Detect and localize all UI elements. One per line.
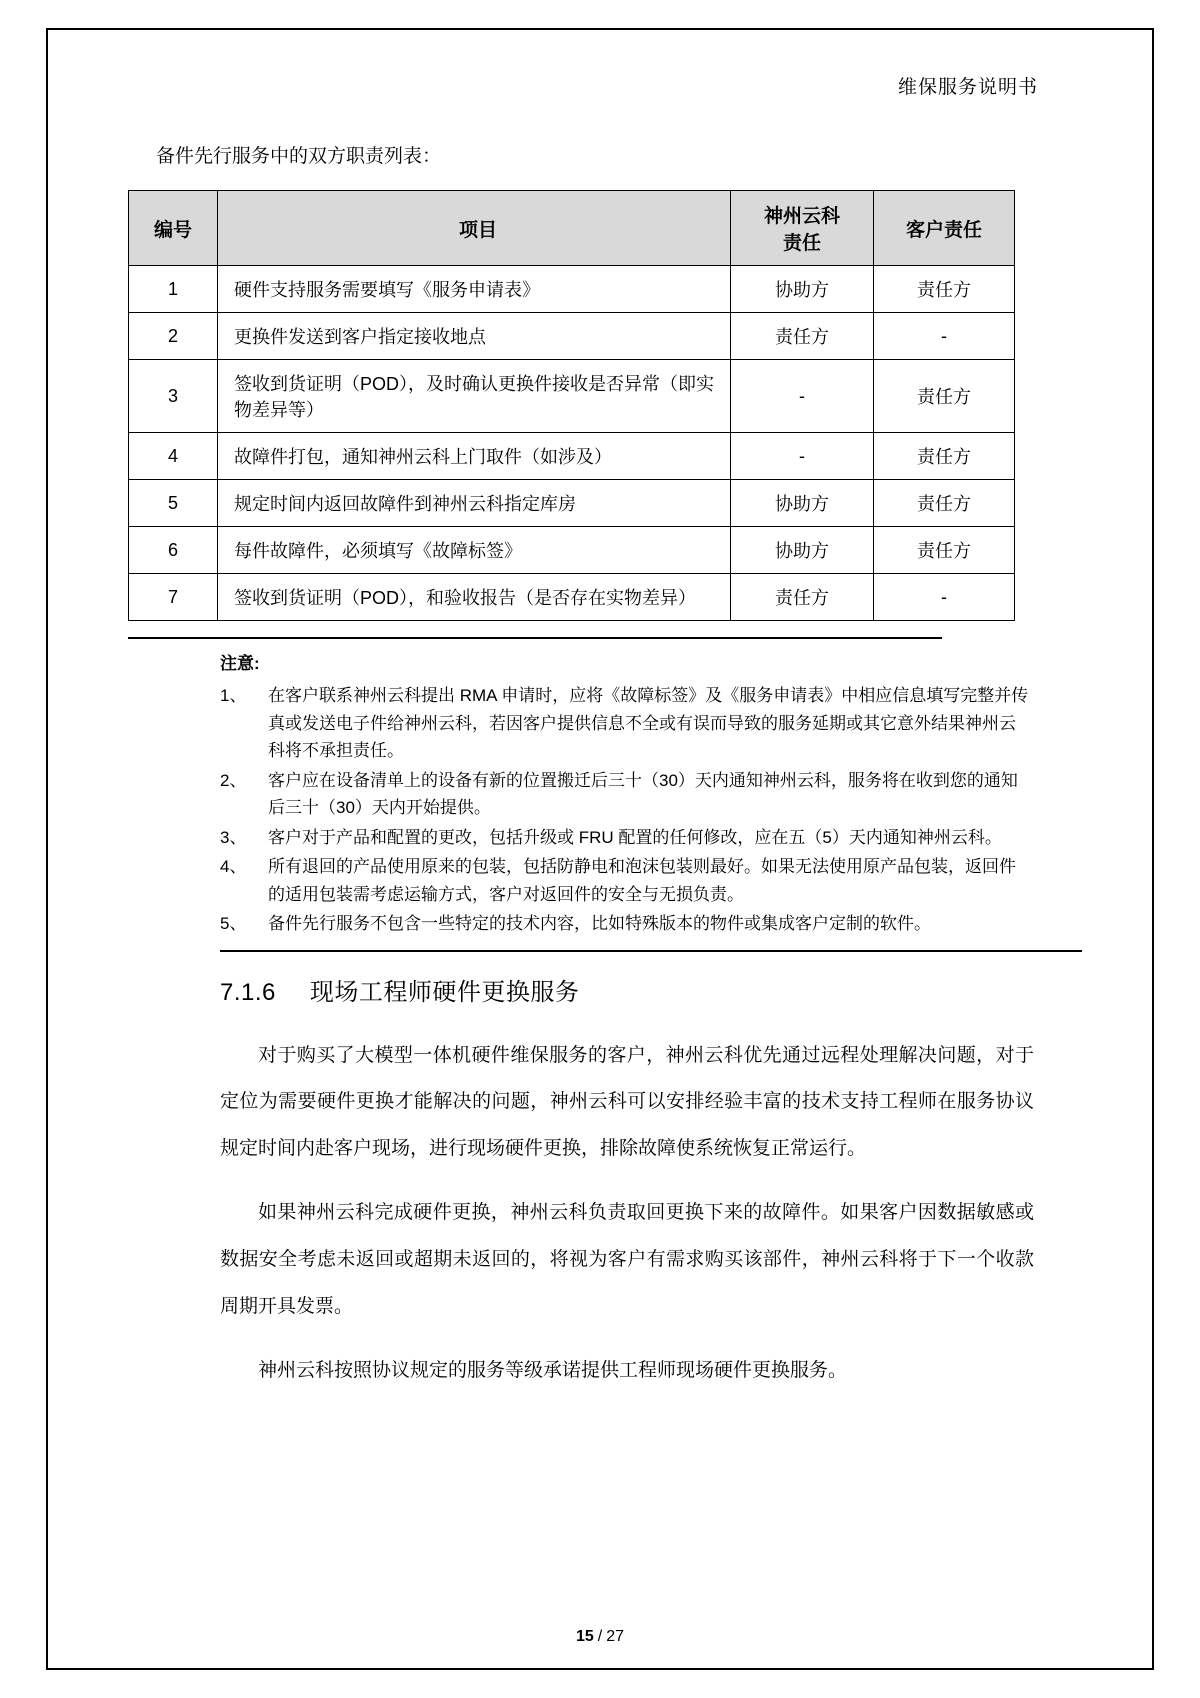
- cell-customer-responsibility: 责任方: [874, 266, 1015, 313]
- cell-customer-responsibility: 责任方: [874, 527, 1015, 574]
- note-text: 客户应在设备清单上的设备有新的位置搬迁后三十（30）天内通知神州云科，服务将在收到您的通知后三十（30）天内开始提供。: [268, 770, 1018, 818]
- responsibility-table: [128, 190, 1015, 621]
- cell-customer-responsibility: 责任方: [874, 360, 1015, 433]
- cell-item: 签收到货证明（POD），和验收报告（是否存在实物差异）: [218, 574, 731, 621]
- note-text: 备件先行服务不包含一些特定的技术内容，比如特殊版本的物件或集成客户定制的软件。: [268, 914, 931, 934]
- cell-item: 硬件支持服务需要填写《服务申请表》: [218, 266, 731, 313]
- footer-separator: /: [597, 1628, 603, 1645]
- note-number: 5、: [220, 914, 247, 934]
- notes-top-divider: [128, 637, 942, 639]
- note-item: [220, 853, 1032, 908]
- cell-item: 规定时间内返回故障件到神州云科指定库房: [218, 480, 731, 527]
- table-row: [129, 266, 1015, 313]
- table-row: [129, 360, 1015, 433]
- column-header-customer-responsibility: 客户责任: [874, 191, 1015, 266]
- cell-cn-responsibility: -: [731, 360, 874, 433]
- cell-cn-responsibility: 责任方: [731, 313, 874, 360]
- table-row: [129, 527, 1015, 574]
- notes-bottom-divider: [220, 950, 1082, 952]
- section-number: 7.1.6: [220, 978, 276, 1006]
- note-number: 3、: [220, 827, 247, 847]
- notes-title: 注意:: [220, 654, 260, 673]
- intro-text: 备件先行服务中的双方职责列表：: [156, 146, 442, 167]
- note-item: [220, 682, 1032, 765]
- section-title: 现场工程师硬件更换服务: [309, 978, 580, 1006]
- cell-item: 签收到货证明（POD），及时确认更换件接收是否异常（即实物差异等）: [218, 360, 731, 433]
- note-item: [220, 824, 1032, 852]
- document-header-title: 维保服务说明书: [897, 77, 1038, 98]
- table-row: [129, 574, 1015, 621]
- footer-current-page: 15: [575, 1628, 594, 1645]
- note-text: 所有退回的产品使用原来的包装，包括防静电和泡沫包装则最好。如果无法使用原产品包装，返回件的适用包装需考虑运输方式，客户对返回件的安全与无损负责。: [268, 857, 1016, 904]
- table-row: [129, 480, 1015, 527]
- cell-cn-responsibility: 责任方: [731, 574, 874, 621]
- table-body: [129, 266, 1015, 621]
- cell-customer-responsibility: -: [874, 313, 1015, 360]
- column-header-cn-responsibility: [731, 191, 874, 266]
- body-paragraph: 对于购买了大模型一体机硬件维保服务的客户，神州云科优先通过远程处理解决问题，对于定位为需要硬件更换才能解决的问题，神州云科可以安排经验丰富的技术支持工程师在服务协议规定时间内赴客户现场，进行现场硬件更换，排除故障使系统恢复正常运行。: [220, 1044, 1034, 1159]
- cell-item: 更换件发送到客户指定接收地点: [218, 313, 731, 360]
- note-text: 在客户联系神州云科提出 RMA 申请时，应将《故障标签》及《服务申请表》中相应信息填写完整并传真或发送电子件给神州云科，若因客户提供信息不全或有误而导致的服务延期或其它意外结果神州云科将不承担责任。: [268, 686, 1029, 761]
- note-number: 2、: [220, 770, 247, 790]
- table-row: [129, 313, 1015, 360]
- column-header-item: 项目: [218, 191, 731, 266]
- cell-item: 故障件打包，通知神州云科上门取件（如涉及）: [218, 433, 731, 480]
- cell-no: 4: [129, 433, 218, 480]
- cell-cn-responsibility: -: [731, 433, 874, 480]
- cell-no: 3: [129, 360, 218, 433]
- note-number: 1、: [220, 686, 247, 705]
- table-row: [129, 433, 1015, 480]
- body-paragraph: 神州云科按照协议规定的服务等级承诺提供工程师现场硬件更换服务。: [258, 1360, 848, 1382]
- cell-customer-responsibility: 责任方: [874, 433, 1015, 480]
- cell-customer-responsibility: 责任方: [874, 480, 1015, 527]
- page-content: [46, 28, 1154, 1670]
- page-footer: [0, 1628, 1200, 1646]
- cell-cn-responsibility: 协助方: [731, 480, 874, 527]
- cell-no: 6: [129, 527, 218, 574]
- table-header: [129, 191, 1015, 266]
- cell-no: 1: [129, 266, 218, 313]
- body-paragraph: 如果神州云科完成硬件更换，神州云科负责取回更换下来的故障件。如果客户因数据敏感或数据安全考虑未返回或超期未返回的，将视为客户有需求购买该部件，神州云科将于下一个收款周期开具发票。: [220, 1202, 1034, 1317]
- cell-cn-responsibility: 协助方: [731, 266, 874, 313]
- note-text: 客户对于产品和配置的更改，包括升级或 FRU 配置的任何修改，应在五（5）天内通知神州云科。: [268, 827, 1002, 847]
- table-header-row: [129, 191, 1015, 266]
- note-number: 4、: [220, 857, 247, 877]
- cell-no: 2: [129, 313, 218, 360]
- column-header-cn-line2: 责任: [782, 233, 821, 254]
- cell-customer-responsibility: -: [874, 574, 1015, 621]
- note-item: [220, 767, 1032, 822]
- note-item: [220, 910, 1032, 938]
- column-header-no: 编号: [129, 191, 218, 266]
- cell-cn-responsibility: 协助方: [731, 527, 874, 574]
- footer-total-pages: 27: [606, 1628, 625, 1645]
- cell-item: 每件故障件，必须填写《故障标签》: [218, 527, 731, 574]
- notes-list: [108, 682, 1092, 938]
- cell-no: 5: [129, 480, 218, 527]
- cell-no: 7: [129, 574, 218, 621]
- column-header-cn-line1: 神州云科: [763, 206, 840, 227]
- section-heading: [220, 972, 1092, 1007]
